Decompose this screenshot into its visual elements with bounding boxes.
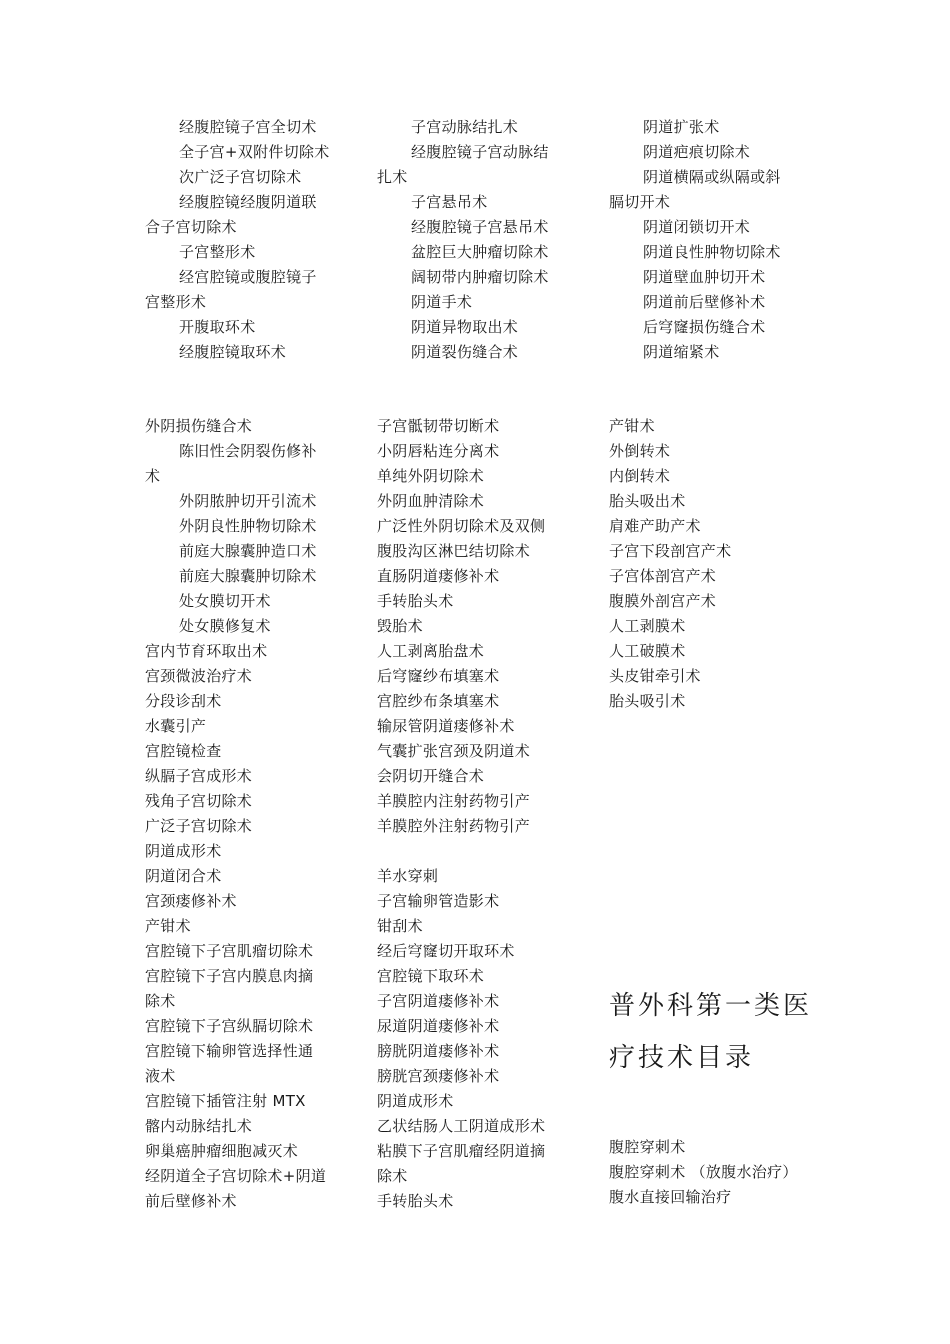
list-item: 外阴损伤缝合术 [145, 417, 253, 435]
section-heading-line-1: 普外科第一类医 [609, 991, 813, 1021]
list-item: 子宫动脉结扎术 [411, 118, 519, 136]
list-item: 阴道良性肿物切除术 [643, 243, 781, 261]
list-item: 头皮钳牵引术 [609, 667, 701, 685]
list-item: 阔韧带内肿瘤切除术 [411, 268, 549, 286]
list-item: 肩难产助产术 [609, 517, 701, 535]
top-column-2 [377, 115, 577, 365]
list-item: 阴道缩紧术 [643, 343, 720, 361]
list-item: 陈旧性会阴裂伤修补 [179, 442, 317, 460]
list-item: 阴道扩张术 [643, 118, 720, 136]
list-item: 输尿管阴道瘘修补术 [377, 717, 515, 735]
list-item: 人工剥膜术 [609, 617, 686, 635]
list-item: 子宫骶韧带切断术 [377, 417, 500, 435]
list-item: 宫腔镜检查 [145, 742, 222, 760]
list-item: 盆腔巨大肿瘤切除术 [411, 243, 549, 261]
list-item: 腹腔穿刺术 （放腹水治疗） [609, 1163, 798, 1181]
list-item: 人工剥离胎盘术 [377, 642, 485, 660]
list-item: 气囊扩张宫颈及阴道术 [377, 742, 531, 760]
list-item: 前后壁修补术 [145, 1192, 237, 1210]
list-item: 纵膈子宫成形术 [145, 767, 253, 785]
list-item: 单纯外阴切除术 [377, 467, 485, 485]
list-item: 全子宫+双附件切除术 [179, 143, 330, 161]
list-item: 次广泛子宫切除术 [179, 168, 302, 186]
list-item: 产钳术 [609, 417, 655, 435]
list-item: 子宫体剖宫产术 [609, 567, 717, 585]
list-item: 处女膜修复术 [179, 617, 271, 635]
list-item: 阴道成形术 [377, 1092, 454, 1110]
list-item: 外阴良性肿物切除术 [179, 517, 317, 535]
list-item: 前庭大腺囊肿切除术 [179, 567, 317, 585]
list-item: 开腹取环术 [179, 318, 256, 336]
list-item: 髂内动脉结扎术 [145, 1117, 253, 1135]
list-item: 卵巢癌肿瘤细胞减灭术 [145, 1142, 299, 1160]
list-item: 术 [145, 467, 161, 485]
list-item: 合子宫切除术 [145, 218, 237, 236]
list-item: 羊水穿刺 [377, 867, 439, 885]
section-heading [609, 980, 829, 1084]
list-item: 宫腔镜下输卵管选择性通 [145, 1042, 314, 1060]
list-item: 子宫下段剖宫产术 [609, 542, 732, 560]
list-item: 外阴血肿清除术 [377, 492, 485, 510]
list-item: 外阴脓肿切开引流术 [179, 492, 317, 510]
list-item: 阴道横隔或纵隔或斜 [643, 168, 781, 186]
list-item: 尿道阴道瘘修补术 [377, 1017, 500, 1035]
list-item: 经腹腔镜子宫全切术 [179, 118, 317, 136]
list-item: 直肠阴道瘘修补术 [377, 567, 500, 585]
list-item: 阴道裂伤缝合术 [411, 343, 519, 361]
list-item: 宫腔镜下取环术 [377, 967, 485, 985]
list-item: 水囊引产 [145, 717, 207, 735]
list-item [377, 839, 577, 864]
bottom-column-3 [609, 414, 809, 714]
list-item: 前庭大腺囊肿造口术 [179, 542, 317, 560]
list-item: 残角子宫切除术 [145, 792, 253, 810]
list-item: 膀胱宫颈瘘修补术 [377, 1067, 500, 1085]
list-item: 经宫腔镜或腹腔镜子 [179, 268, 317, 286]
list-item: 除术 [377, 1167, 408, 1185]
list-item: 乙状结肠人工阴道成形术 [377, 1117, 546, 1135]
top-column-1 [145, 115, 345, 365]
list-item: 膀胱阴道瘘修补术 [377, 1042, 500, 1060]
list-item: 钳刮术 [377, 917, 423, 935]
list-item: 宫颈微波治疗术 [145, 667, 253, 685]
list-item: 腹腔穿刺术 [609, 1138, 686, 1156]
list-item: 经腹腔镜经腹阴道联 [179, 193, 317, 211]
list-item: 羊膜腔内注射药物引产 [377, 792, 531, 810]
top-column-3 [609, 115, 809, 365]
bottom-column-1 [145, 414, 345, 1214]
list-item: 广泛子宫切除术 [145, 817, 253, 835]
list-item: 经阴道全子宫切除术+阴道 [145, 1167, 327, 1185]
list-item: 阴道手术 [411, 293, 473, 311]
list-item: 宫腔镜下插管注射 MTX [145, 1092, 306, 1110]
list-item: 经腹腔镜子宫动脉结 [411, 143, 549, 161]
list-item: 内倒转术 [609, 467, 671, 485]
list-item: 人工破膜术 [609, 642, 686, 660]
list-item: 宫颈瘘修补术 [145, 892, 237, 910]
bottom-column-2 [377, 414, 577, 1214]
list-item: 后穹窿纱布填塞术 [377, 667, 500, 685]
list-item: 宫腔纱布条填塞术 [377, 692, 500, 710]
list-item: 宫腔镜下子宫纵膈切除术 [145, 1017, 314, 1035]
list-item: 阴道壁血肿切开术 [643, 268, 766, 286]
list-item: 毁胎术 [377, 617, 423, 635]
list-item: 分段诊刮术 [145, 692, 222, 710]
list-item: 宫整形术 [145, 293, 207, 311]
list-item: 粘膜下子宫肌瘤经阴道摘 [377, 1142, 546, 1160]
list-item: 腹膜外剖宫产术 [609, 592, 717, 610]
list-item: 阴道疤痕切除术 [643, 143, 751, 161]
list-item: 扎术 [377, 168, 408, 186]
list-item: 广泛性外阴切除术及双侧 [377, 517, 546, 535]
list-item: 阴道异物取出术 [411, 318, 519, 336]
list-item: 产钳术 [145, 917, 191, 935]
list-item: 小阴唇粘连分离术 [377, 442, 500, 460]
list-item: 阴道成形术 [145, 842, 222, 860]
list-item: 后穹窿损伤缝合术 [643, 318, 766, 336]
list-item: 子宫输卵管造影术 [377, 892, 500, 910]
list-item: 腹股沟区淋巴结切除术 [377, 542, 531, 560]
list-item: 宫腔镜下子宫内膜息肉摘 [145, 967, 314, 985]
list-item: 外倒转术 [609, 442, 671, 460]
list-item: 子宫阴道瘘修补术 [377, 992, 500, 1010]
bottom-column-3-after-heading [609, 1135, 809, 1210]
list-item: 手转胎头术 [377, 1192, 454, 1210]
list-item: 经腹腔镜子宫悬吊术 [411, 218, 549, 236]
list-item: 子宫悬吊术 [411, 193, 488, 211]
list-item: 阴道闭合术 [145, 867, 222, 885]
list-item: 阴道闭锁切开术 [643, 218, 751, 236]
list-item: 手转胎头术 [377, 592, 454, 610]
list-item: 宫内节育环取出术 [145, 642, 268, 660]
list-item: 胎头吸出术 [609, 492, 686, 510]
list-item: 处女膜切开术 [179, 592, 271, 610]
list-item: 除术 [145, 992, 176, 1010]
list-item: 宫腔镜下子宫肌瘤切除术 [145, 942, 314, 960]
list-item: 子宫整形术 [179, 243, 256, 261]
section-heading-line-2: 疗技术目录 [609, 1043, 755, 1073]
list-item: 阴道前后壁修补术 [643, 293, 766, 311]
list-item: 膈切开术 [609, 193, 671, 211]
list-item: 经后穹窿切开取环术 [377, 942, 515, 960]
list-item: 会阴切开缝合术 [377, 767, 485, 785]
list-item: 经腹腔镜取环术 [179, 343, 287, 361]
list-item: 液术 [145, 1067, 176, 1085]
list-item: 腹水直接回输治疗 [609, 1188, 732, 1206]
list-item: 羊膜腔外注射药物引产 [377, 817, 531, 835]
list-item: 胎头吸引术 [609, 692, 686, 710]
